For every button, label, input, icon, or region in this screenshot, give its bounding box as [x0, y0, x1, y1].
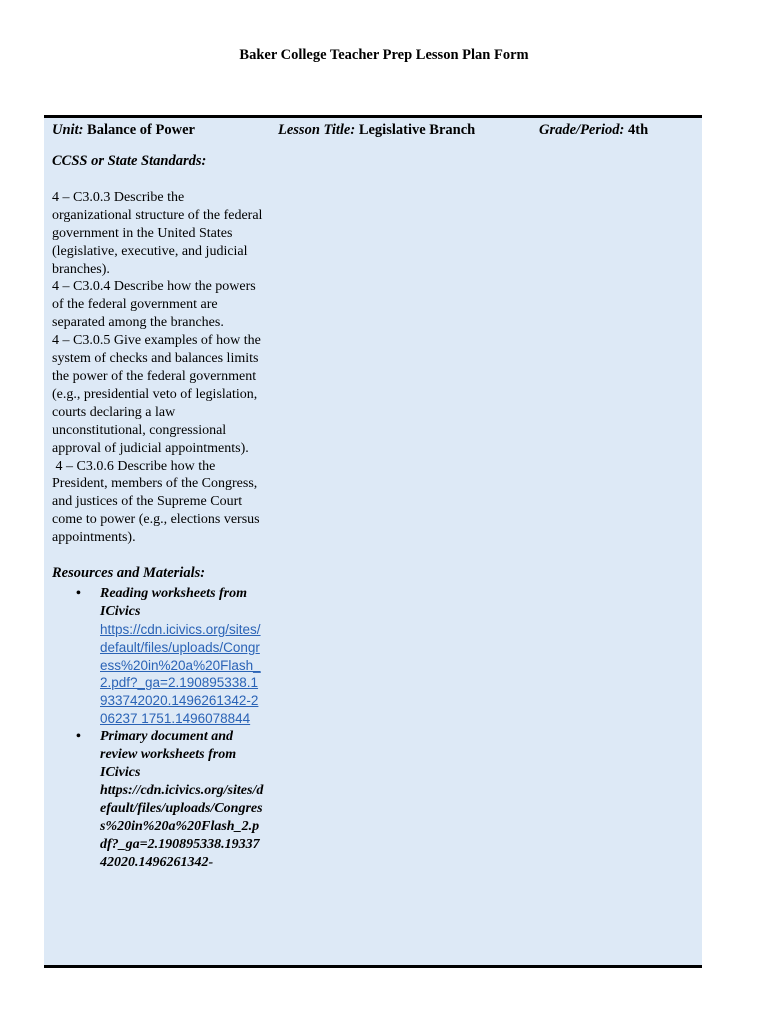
resources-list	[52, 585, 264, 872]
lesson-plan-table	[44, 115, 702, 968]
resource-item	[76, 585, 264, 728]
standard-item: 4 – C3.0.5 Give examples of how the system of checks and balances limits the power of the federal government (e.g., presidential veto of legislation, courts declaring a law unconstitutional, congressional approval of judicial appointments).	[52, 333, 261, 456]
resource-item	[76, 728, 264, 871]
grade-period-value: 4th	[628, 122, 649, 138]
grade-period-label: Grade/Period:	[539, 122, 625, 138]
standard-item: 4 – C3.0.3 Describe the organizational structure of the federal government in the United States (legislative, executive, and judicial branches).	[52, 189, 263, 277]
unit-label: Unit:	[52, 122, 84, 138]
unit-value: Balance of Power	[87, 122, 195, 138]
standard-item: 4 – C3.0.4 Describe how the powers of the federal government are separated among the branches.	[52, 279, 256, 331]
unit-field	[52, 122, 195, 139]
left-column	[52, 153, 264, 871]
resource-url-text: https://cdn.icivics.org/sites/default/files/uploads/Congress%20in%20a%20Flash_2.pdf?_ga=2.190895338.1933742020.1496261342-	[100, 782, 264, 870]
resource-text: Primary document and review worksheets from ICivics	[100, 729, 237, 780]
standards-heading: CCSS or State Standards:	[52, 153, 207, 169]
document-title: Baker College Teacher Prep Lesson Plan Form	[239, 47, 529, 63]
bullet-icon: •	[76, 585, 81, 601]
lesson-title-label: Lesson Title:	[278, 122, 356, 138]
grade-period-field	[539, 122, 648, 139]
resource-link[interactable]: https://cdn.icivics.org/sites/default/files/uploads/Congress%20in%20a%20Flash_2.pdf?_ga=2.190895338.1933742020.1496261342-206237 1751.1496078844	[100, 621, 261, 727]
standard-item: 4 – C3.0.6 Describe how the President, members of the Congress, and justices of the Supreme Court come to power (e.g., elections versus appointments).	[52, 458, 264, 546]
resources-heading: Resources and Materials:	[52, 565, 206, 582]
lesson-title-value: Legislative Branch	[358, 122, 476, 138]
lesson-title-field	[278, 122, 475, 139]
resource-text: Reading worksheets from ICivics	[100, 585, 248, 619]
bullet-icon: •	[76, 729, 81, 745]
